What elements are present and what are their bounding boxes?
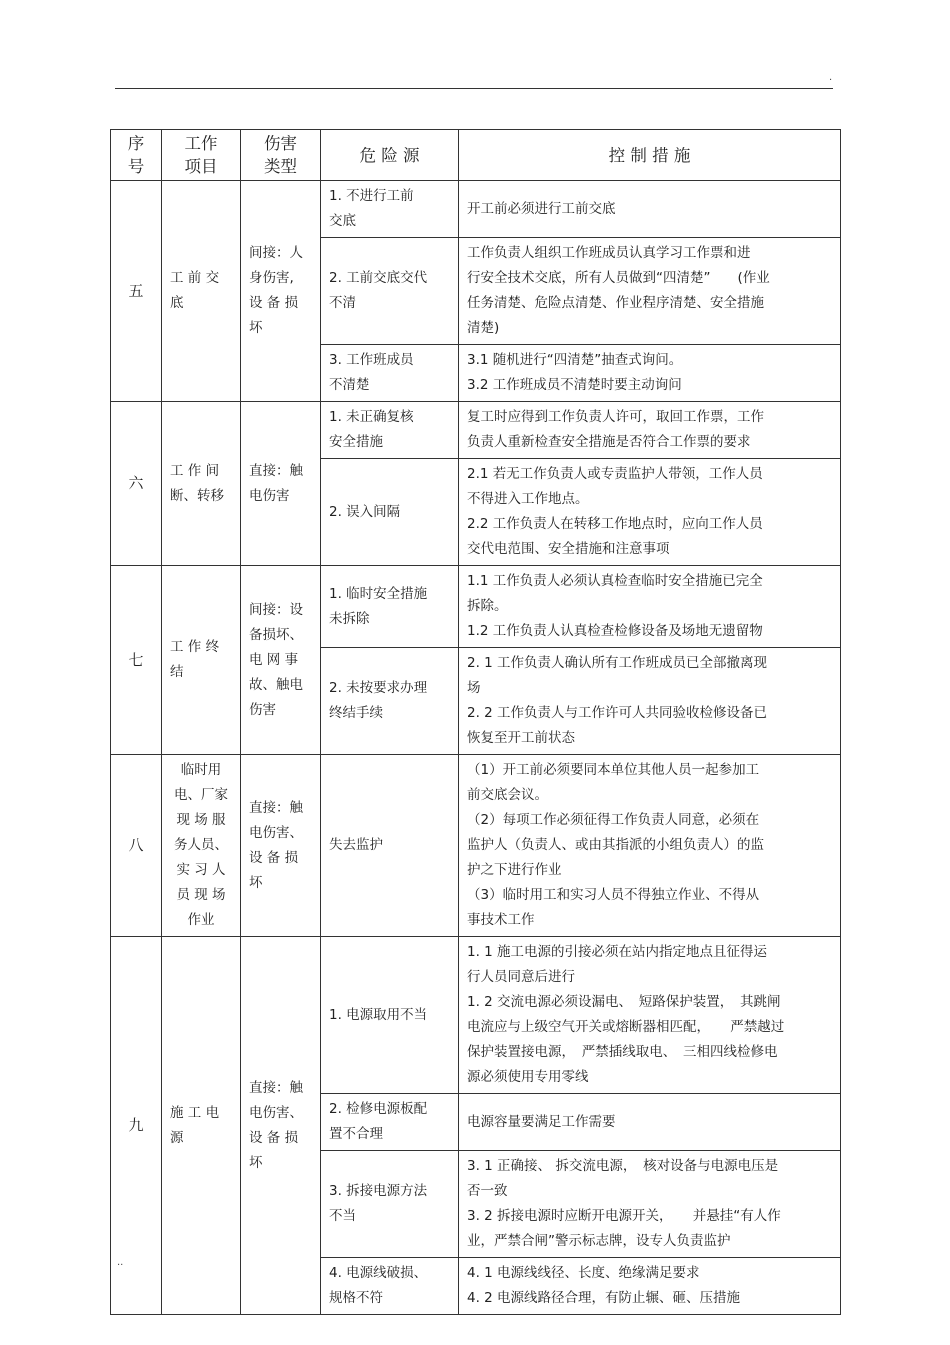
harm-type: 直接：触 电伤害 [241, 402, 321, 566]
hazard-source: 1. 未正确复核 安全措施 [321, 402, 459, 459]
header-seq-no: 序 号 [111, 130, 162, 181]
control-measure: 1.1 工作负责人必须认真检查临时安全措施已完全 拆除。 1.2 工作负责人认真检查检修设备及场地无遗留物 [459, 566, 841, 648]
group-number: 六 [111, 402, 162, 566]
hazard-source: 1. 不进行工前 交底 [321, 181, 459, 238]
harm-type: 直接：触 电伤害、 设 备 损 坏 [241, 755, 321, 937]
work-item: 临时用 电、厂家 现 场 服 务人员、 实 习 人 员 现 场 作业 [162, 755, 241, 937]
header-hazard-source: 危 险 源 [321, 130, 459, 181]
work-item: 工 前 交 底 [162, 181, 241, 402]
hazard-source: 失去监护 [321, 755, 459, 937]
control-measure: 3.1 随机进行“四清楚”抽查式询问。 3.2 工作班成员不清楚时要主动询问 [459, 345, 841, 402]
control-measure: 开工前必须进行工前交底 [459, 181, 841, 238]
control-measure: 复工时应得到工作负责人许可，取回工作票，工作 负责人重新检查安全措施是否符合工作票的要求 [459, 402, 841, 459]
hazard-source: 1. 电源取用不当 [321, 937, 459, 1094]
table-row [111, 755, 841, 937]
table-row [111, 566, 841, 648]
hazard-source: 1. 临时安全措施 未拆除 [321, 566, 459, 648]
hazard-source: 3. 工作班成员 不清楚 [321, 345, 459, 402]
table-row [111, 181, 841, 238]
hazard-source: 2. 工前交底交代 不清 [321, 238, 459, 345]
control-measure: 2. 1 工作负责人确认所有工作班成员已全部撤离现 场 2. 2 工作负责人与工作许可人共同验收检修设备已 恢复至开工前状态 [459, 648, 841, 755]
control-measure: 工作负责人组织工作班成员认真学习工作票和进 行安全技术交底，所有人员做到“四清楚” (作业 任务清楚、危险点清楚、作业程序清楚、安全措施 清楚) [459, 238, 841, 345]
hazard-source: 3. 拆接电源方法 不当 [321, 1151, 459, 1258]
harm-type: 间接：设 备损坏、 电 网 事 故、触电 伤害 [241, 566, 321, 755]
control-measure: 2.1 若无工作负责人或专责监护人带领，工作人员 不得进入工作地点。 2.2 工作负责人在转移工作地点时，应向工作人员 交代电范围、安全措施和注意事项 [459, 459, 841, 566]
control-measure: （1）开工前必须要同本单位其他人员一起参加工 前交底会议。 （2）每项工作必须征得工作负责人同意，必须在 监护人（负责人、或由其指派的小组负责人）的监 护之下进行作业 （3）临时用工和实习人员不得独立作业、不得从 事技术工作 [459, 755, 841, 937]
table-row [111, 402, 841, 459]
group-number: 五 [111, 181, 162, 402]
group-number: 九 [111, 937, 162, 1315]
group-number: 七 [111, 566, 162, 755]
hazard-source: 4. 电源线破损、 规格不符 [321, 1258, 459, 1315]
harm-type: 直接：触 电伤害、 设 备 损 坏 [241, 937, 321, 1315]
control-measure: 电源容量要满足工作需要 [459, 1094, 841, 1151]
group-number: 八 [111, 755, 162, 937]
work-item: 工 作 间 断、转移 [162, 402, 241, 566]
header-harm-type: 伤害 类型 [241, 130, 321, 181]
header-work-item: 工作 项目 [162, 130, 241, 181]
footer-dots: .. [117, 1257, 124, 1268]
table-row [111, 937, 841, 1094]
control-measure: 4. 1 电源线线径、长度、绝缘满足要求 4. 2 电源线路径合理，有防止辗、砸、压措施 [459, 1258, 841, 1315]
control-measure: 1. 1 施工电源的引接必须在站内指定地点且征得运 行人员同意后进行 1. 2 交流电源必须设漏电、 短路保护装置， 其跳闸 电流应与上级空气开关或熔断器相匹配， 严禁越过 保护装置接电源， 严禁插线取电、 三相四线检修电 源必须使用专用零线 [459, 937, 841, 1094]
header-rule [115, 88, 833, 89]
header-control-measures: 控 制 措 施 [459, 130, 841, 181]
header-dot: . [829, 72, 833, 83]
control-measure: 3. 1 正确接、 拆交流电源， 核对设备与电源电压是 否一致 3. 2 拆接电源时应断开电源开关， 并悬挂“有人作 业，严禁合闸”警示标志牌，设专人负责监护 [459, 1151, 841, 1258]
work-item: 工 作 终 结 [162, 566, 241, 755]
hazard-source: 2. 未按要求办理 终结手续 [321, 648, 459, 755]
harm-type: 间接：人 身伤害, 设 备 损 坏 [241, 181, 321, 402]
hazard-source: 2. 误入间隔 [321, 459, 459, 566]
table-header-row [111, 130, 841, 181]
work-item: 施 工 电 源 [162, 937, 241, 1315]
risk-control-table [110, 129, 841, 1315]
hazard-source: 2. 检修电源板配 置不合理 [321, 1094, 459, 1151]
